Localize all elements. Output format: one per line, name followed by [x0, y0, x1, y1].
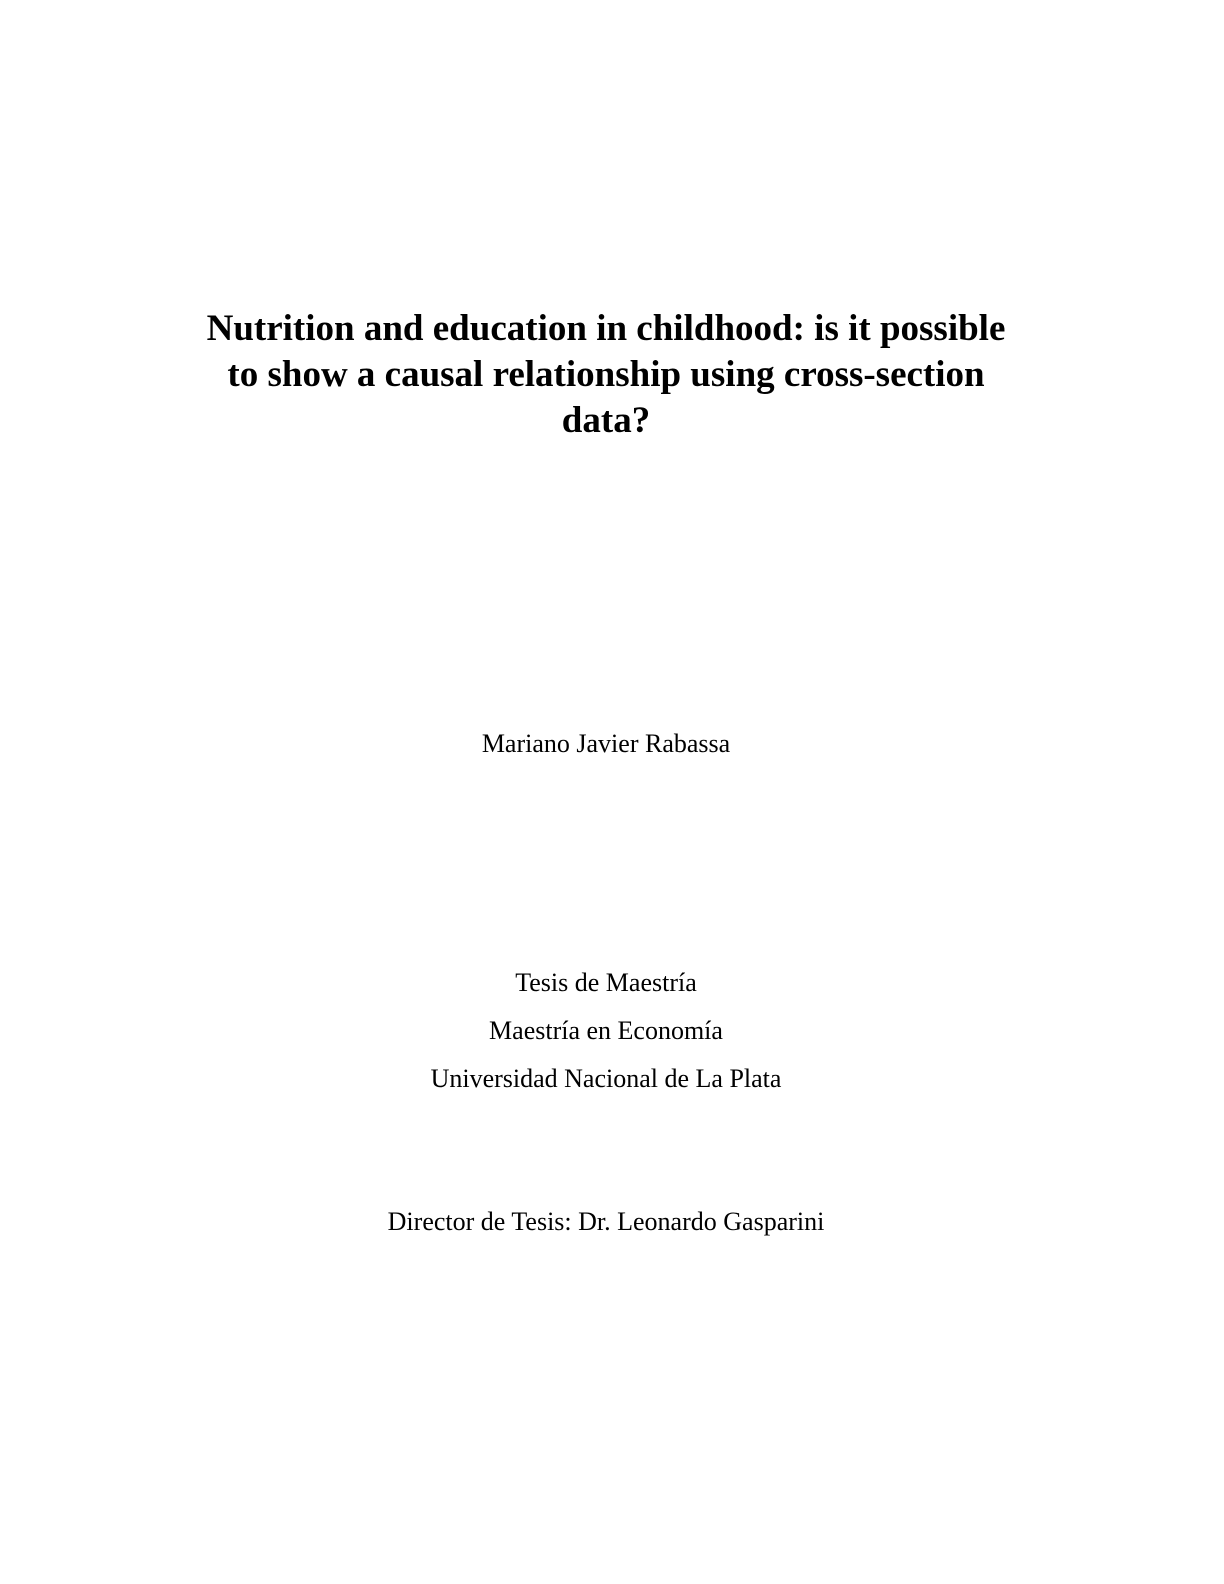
- thesis-title: [150, 306, 1062, 444]
- degree-type: Tesis de Maestría: [515, 968, 697, 997]
- thesis-director: Director de Tesis: Dr. Leonardo Gasparini: [387, 1207, 825, 1236]
- university-name: Universidad Nacional de La Plata: [430, 1064, 782, 1093]
- thesis-title-line-1: Nutrition and education in childhood: is it possible: [206, 308, 1006, 349]
- degree-program: Maestría en Economía: [489, 1016, 723, 1045]
- thesis-title-line-3: data?: [561, 400, 651, 441]
- thesis-title-line-2: to show a causal relationship using cross-section: [227, 354, 985, 395]
- author-name: Mariano Javier Rabassa: [481, 729, 731, 758]
